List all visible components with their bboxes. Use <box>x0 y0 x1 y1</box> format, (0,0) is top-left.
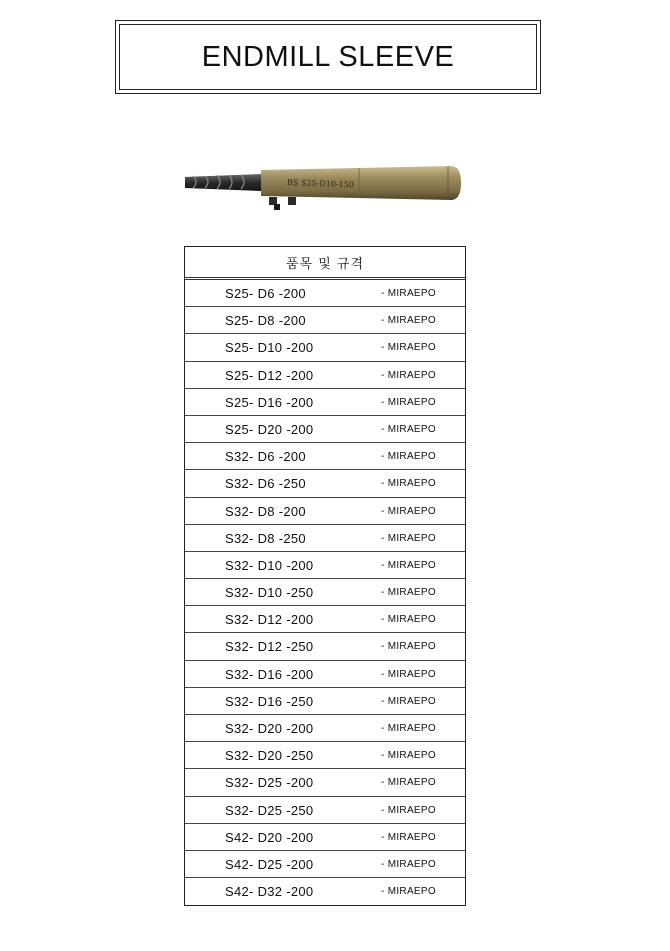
sleeve-engraving: BS S25-D10-150 <box>286 178 355 190</box>
table-header: 품목 및 규격 <box>185 247 465 280</box>
table-row <box>185 633 465 660</box>
table-row <box>185 334 465 361</box>
item-maker: - MIRAEPO <box>381 804 436 816</box>
item-code: S32- D20 -250 <box>225 748 314 764</box>
title-box <box>115 20 541 94</box>
item-code: S42- D20 -200 <box>225 829 314 845</box>
item-maker: - MIRAEPO <box>381 614 436 626</box>
item-code: S25- D20 -200 <box>225 421 314 437</box>
endmill-sleeve-photo <box>183 163 463 217</box>
item-maker: - MIRAEPO <box>381 315 436 327</box>
item-code: S32- D6 -250 <box>225 476 306 492</box>
item-maker: - MIRAEPO <box>381 668 436 680</box>
item-code: S32- D16 -200 <box>225 666 314 682</box>
item-code: S32- D10 -200 <box>225 557 314 573</box>
item-maker: - MIRAEPO <box>381 695 436 707</box>
table-row <box>185 579 465 606</box>
item-code: S32- D12 -250 <box>225 639 314 655</box>
table-row <box>185 307 465 334</box>
item-code: S32- D16 -250 <box>225 693 314 709</box>
item-maker: - MIRAEPO <box>381 369 436 381</box>
table-row <box>185 606 465 633</box>
item-maker: - MIRAEPO <box>381 451 436 463</box>
page-title: ENDMILL SLEEVE <box>201 40 455 73</box>
title-inner-frame <box>119 24 537 90</box>
item-code: S32- D8 -250 <box>225 530 306 546</box>
item-maker: - MIRAEPO <box>381 831 436 843</box>
table-row <box>185 416 465 443</box>
item-maker: - MIRAEPO <box>381 587 436 599</box>
table-row <box>185 824 465 851</box>
table-row <box>185 715 465 742</box>
item-code: S25- D6 -200 <box>225 286 306 301</box>
table-row <box>185 769 465 796</box>
table-row <box>185 688 465 715</box>
item-code: S42- D25 -200 <box>225 856 314 872</box>
table-row <box>185 878 465 905</box>
item-maker: - MIRAEPO <box>381 532 436 544</box>
item-code: S25- D8 -200 <box>225 313 306 329</box>
item-code: S25- D12 -200 <box>225 367 314 383</box>
table-row <box>185 661 465 688</box>
item-code: S42- D32 -200 <box>225 884 314 900</box>
item-maker: - MIRAEPO <box>381 396 436 408</box>
item-maker: - MIRAEPO <box>381 288 436 299</box>
item-maker: - MIRAEPO <box>381 478 436 490</box>
table-row <box>185 443 465 470</box>
item-code: S32- D25 -200 <box>225 775 314 791</box>
item-maker: - MIRAEPO <box>381 559 436 571</box>
table-row <box>185 742 465 769</box>
item-maker: - MIRAEPO <box>381 505 436 517</box>
table-row <box>185 552 465 579</box>
table-row <box>185 525 465 552</box>
item-code: S32- D10 -250 <box>225 585 314 601</box>
item-maker: - MIRAEPO <box>381 423 436 435</box>
set-screws <box>269 197 296 210</box>
item-maker: - MIRAEPO <box>381 750 436 762</box>
endmill-cutter <box>185 174 261 191</box>
table-row <box>185 851 465 878</box>
item-code: S25- D16 -200 <box>225 394 314 410</box>
table-row <box>185 389 465 416</box>
table-row <box>185 470 465 497</box>
table-row <box>185 362 465 389</box>
item-code: S32- D25 -250 <box>225 802 314 818</box>
table-row <box>185 797 465 824</box>
item-maker: - MIRAEPO <box>381 723 436 734</box>
item-code: S32- D20 -200 <box>225 721 314 736</box>
item-code: S32- D8 -200 <box>225 503 306 519</box>
spec-table <box>184 246 466 906</box>
item-maker: - MIRAEPO <box>381 641 436 653</box>
table-row <box>185 498 465 525</box>
item-code: S32- D6 -200 <box>225 449 306 465</box>
item-code: S25- D10 -200 <box>225 340 314 356</box>
item-maker: - MIRAEPO <box>381 777 436 789</box>
item-maker: - MIRAEPO <box>381 886 436 898</box>
item-code: S32- D12 -200 <box>225 612 314 628</box>
item-maker: - MIRAEPO <box>381 342 436 354</box>
table-row <box>185 280 465 307</box>
item-maker: - MIRAEPO <box>381 858 436 870</box>
table-body <box>185 280 465 905</box>
